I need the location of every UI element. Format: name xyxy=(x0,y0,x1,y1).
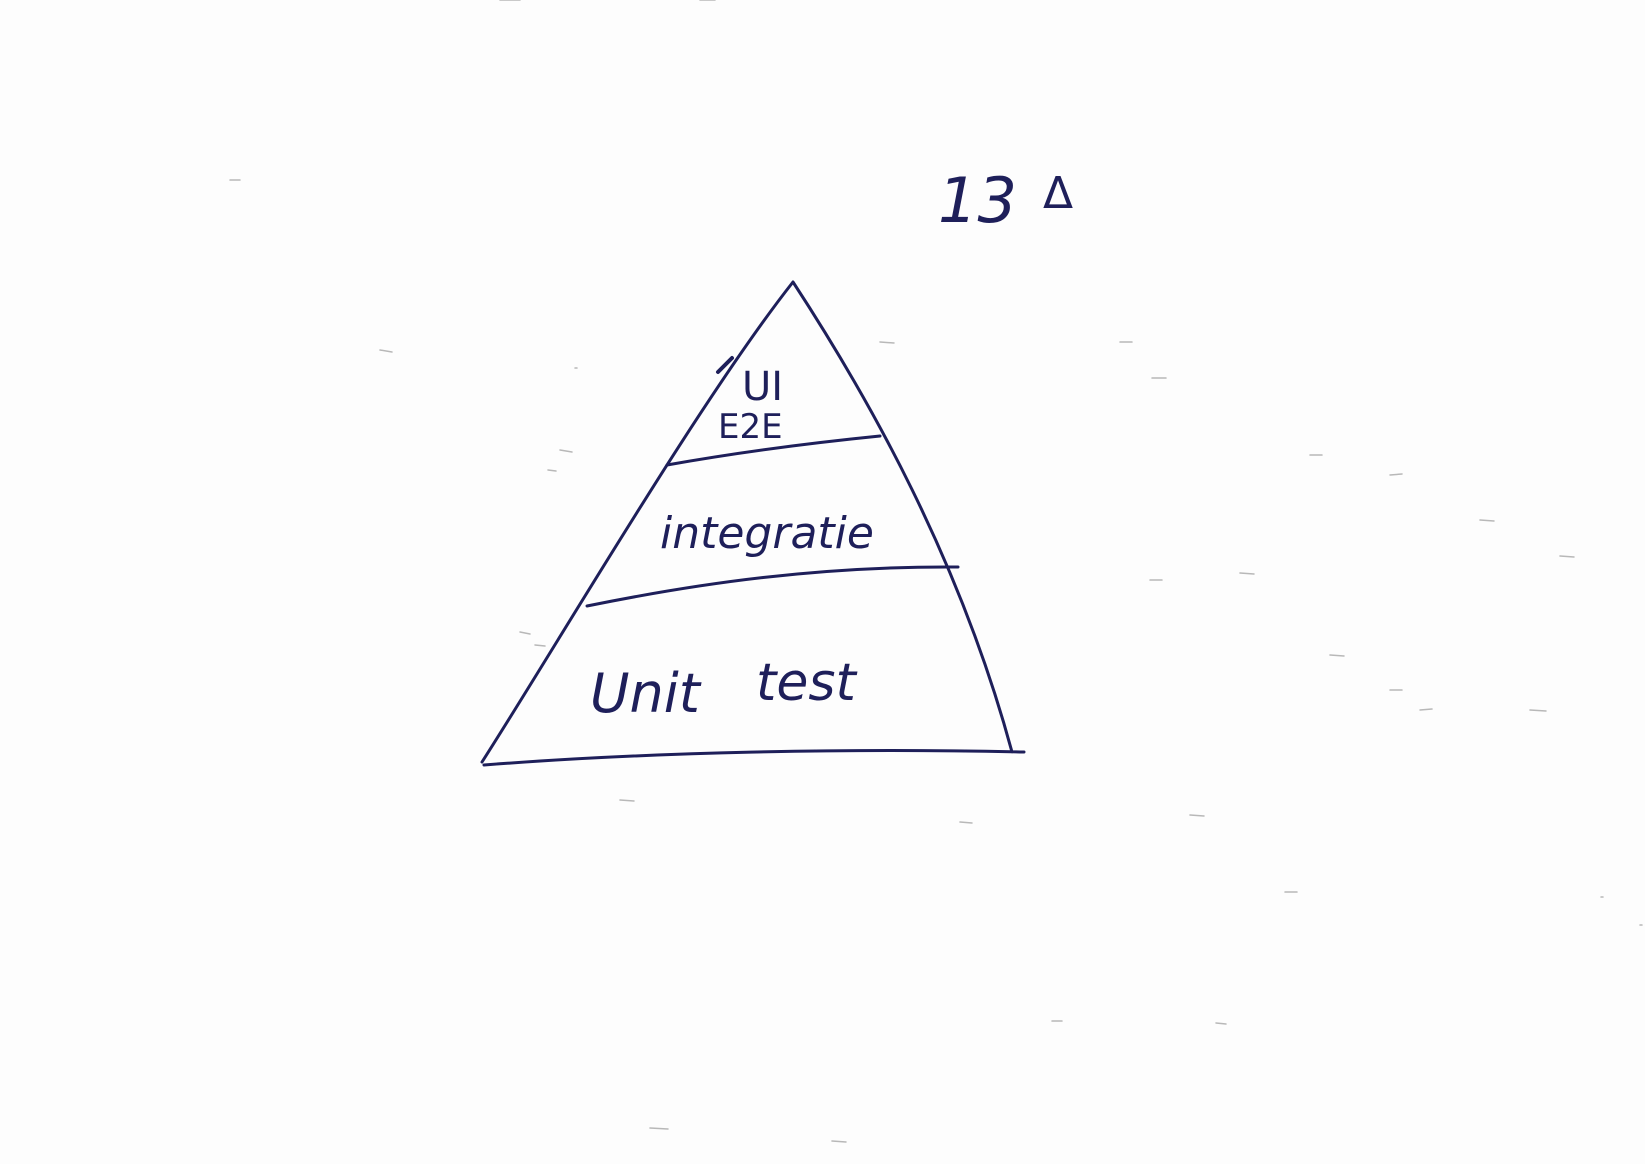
scan-speck xyxy=(1390,474,1402,475)
scan-speck xyxy=(1216,1023,1226,1024)
delta-icon: Δ xyxy=(1043,168,1074,219)
scan-speck xyxy=(1420,709,1432,710)
page-number: 13 xyxy=(938,164,1017,237)
scan-speck xyxy=(880,342,894,343)
scan-speck xyxy=(650,1128,668,1129)
scan-speck xyxy=(1190,815,1204,816)
scan-speck xyxy=(560,450,572,452)
scan-speck xyxy=(1530,710,1546,711)
scan-speck xyxy=(1330,655,1344,656)
scan-speck xyxy=(535,645,545,646)
scan-speck xyxy=(1240,573,1254,574)
scan-noise xyxy=(230,0,1642,1142)
scan-speck xyxy=(620,800,634,801)
pyramid-level-label: integratie xyxy=(660,508,874,559)
pyramid-level-label: E2E xyxy=(718,407,783,447)
pyramid-level-label: UI xyxy=(742,364,784,410)
scan-speck xyxy=(1480,520,1494,521)
scan-speck xyxy=(1560,556,1574,557)
scan-speck xyxy=(380,350,392,352)
pyramid-divider-bottom xyxy=(587,567,958,606)
scan-speck xyxy=(832,1141,846,1142)
pyramid-level-label: Unit xyxy=(590,662,700,725)
pyramid-level-label: test xyxy=(756,653,856,713)
scan-speck xyxy=(960,822,972,823)
scan-speck xyxy=(548,470,556,471)
scan-speck xyxy=(520,632,530,634)
